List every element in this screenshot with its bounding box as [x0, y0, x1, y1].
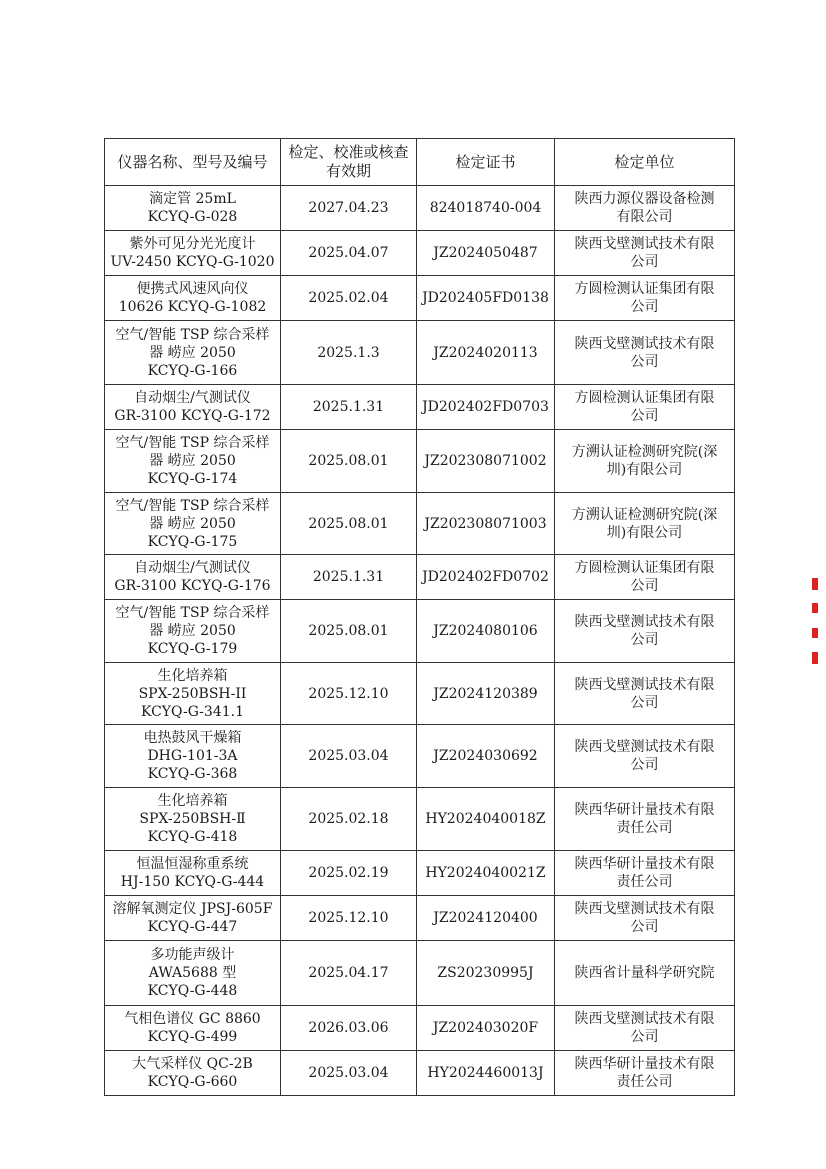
unit-line: 公司 [630, 578, 659, 594]
validity-cell: 2025.12.10 [281, 663, 417, 725]
table-row [105, 186, 735, 231]
unit-line: 公司 [630, 299, 659, 315]
table-row [105, 321, 735, 385]
instrument-cell [105, 725, 281, 788]
instrument-line: 溶解氧测定仪 JPSJ-605F [112, 901, 273, 917]
table-row [105, 555, 735, 600]
unit-line: 陕西华研计量技术有限 [574, 1056, 715, 1072]
validity-cell: 2026.03.06 [281, 1006, 417, 1051]
unit-line: 圳)有限公司 [606, 462, 683, 478]
instrument-line: KCYQ-G-175 [147, 533, 238, 550]
table-row [105, 430, 735, 493]
table-row [105, 493, 735, 555]
certificate-cell: HY2024040018Z [417, 788, 555, 851]
instrument-line: GR-3100 KCYQ-G-176 [114, 578, 271, 594]
validity-cell: 2025.1.3 [281, 321, 417, 385]
validity-cell: 2025.1.31 [281, 555, 417, 600]
instrument-line: 空气/智能 TSP 综合采样 [115, 605, 270, 621]
instrument-line: 10626 KCYQ-G-1082 [118, 299, 267, 315]
calibration-table [104, 138, 735, 1096]
unit-line: 公司 [630, 632, 659, 648]
unit-line: 公司 [630, 1029, 659, 1045]
instrument-line: KCYQ-G-028 [147, 209, 238, 225]
certificate-cell: JZ202308071002 [417, 430, 555, 493]
instrument-cell [105, 430, 281, 493]
instrument-line: 器 崂应 2050 [149, 453, 236, 469]
instrument-line: KCYQ-G-447 [147, 919, 238, 935]
validity-cell: 2025.02.04 [281, 276, 417, 321]
unit-line: 公司 [630, 408, 659, 424]
unit-line: 责任公司 [616, 1074, 673, 1090]
instrument-line: KCYQ-G-499 [147, 1029, 238, 1045]
instrument-line: 紫外可见分光光度计 [129, 236, 256, 252]
validity-cell: 2025.08.01 [281, 493, 417, 555]
instrument-cell [105, 663, 281, 725]
unit-line: 陕西戈壁测试技术有限 [574, 614, 715, 630]
unit-cell [555, 555, 735, 600]
unit-line: 圳)有限公司 [606, 524, 683, 541]
table-header-row [105, 139, 735, 186]
instrument-cell [105, 321, 281, 385]
table-row [105, 851, 735, 896]
unit-cell [555, 725, 735, 788]
edge-stamp-mark [812, 628, 818, 638]
instrument-line: DHG-101-3A [147, 748, 238, 764]
certificate-cell: HY2024460013J [417, 1051, 555, 1096]
certificate-cell: JZ2024030692 [417, 725, 555, 788]
table-row [105, 385, 735, 430]
unit-line: 公司 [630, 694, 659, 711]
unit-line: 陕西戈壁测试技术有限 [574, 335, 715, 352]
unit-line: 有限公司 [616, 209, 673, 225]
instrument-cell [105, 385, 281, 430]
certificate-cell: JD202402FD0702 [417, 555, 555, 600]
unit-line: 陕西华研计量技术有限 [574, 856, 715, 872]
unit-line: 方圆检测认证集团有限 [574, 281, 715, 297]
validity-cell: 2025.1.31 [281, 385, 417, 430]
unit-cell [555, 851, 735, 896]
unit-line: 陕西戈壁测试技术有限 [574, 1011, 715, 1027]
instrument-line: 自动烟尘/气测试仪 [134, 390, 251, 406]
instrument-cell [105, 231, 281, 276]
instrument-line: KCYQ-G-418 [147, 829, 238, 845]
table-row [105, 941, 735, 1006]
edge-stamp-mark [812, 603, 818, 613]
instrument-cell [105, 896, 281, 941]
instrument-cell [105, 600, 281, 663]
instrument-line: 空气/智能 TSP 综合采样 [115, 497, 270, 514]
validity-cell: 2027.04.23 [281, 186, 417, 231]
table-body [105, 186, 735, 1096]
instrument-line: 生化培养箱 [157, 793, 228, 809]
table-row [105, 663, 735, 725]
instrument-line: KCYQ-G-179 [147, 641, 238, 657]
unit-cell [555, 385, 735, 430]
instrument-line: 空气/智能 TSP 综合采样 [115, 435, 270, 451]
certificate-cell: JZ2024080106 [417, 600, 555, 663]
certificate-cell: JZ2024120400 [417, 896, 555, 941]
instrument-cell [105, 1051, 281, 1096]
unit-line: 陕西省计量科学研究院 [574, 965, 715, 981]
instrument-line: 器 崂应 2050 [149, 344, 236, 361]
unit-line: 公司 [630, 254, 659, 270]
unit-line: 公司 [630, 919, 659, 935]
instrument-cell [105, 851, 281, 896]
unit-cell [555, 1006, 735, 1051]
edge-stamp-mark [812, 652, 818, 664]
instrument-line: GR-3100 KCYQ-G-172 [114, 408, 271, 424]
instrument-line: 滴定管 25mL [149, 191, 236, 207]
header-validity-line1: 检定、校准或核查 [288, 143, 409, 161]
unit-line: 陕西华研计量技术有限 [574, 802, 715, 818]
instrument-line: 大气采样仪 QC-2B [132, 1056, 253, 1072]
validity-cell: 2025.02.19 [281, 851, 417, 896]
unit-line: 方圆检测认证集团有限 [574, 560, 715, 576]
unit-line: 陕西戈壁测试技术有限 [574, 676, 715, 693]
validity-cell: 2025.03.04 [281, 1051, 417, 1096]
certificate-cell: JZ2024050487 [417, 231, 555, 276]
certificate-cell: JZ2024120389 [417, 663, 555, 725]
table-row [105, 600, 735, 663]
instrument-cell [105, 186, 281, 231]
certificate-cell: JD202405FD0138 [417, 276, 555, 321]
header-certificate: 检定证书 [417, 139, 555, 186]
instrument-cell [105, 276, 281, 321]
instrument-line: KCYQ-G-174 [147, 471, 238, 487]
instrument-line: 空气/智能 TSP 综合采样 [115, 326, 270, 343]
unit-cell [555, 941, 735, 1006]
unit-line: 陕西戈壁测试技术有限 [574, 739, 715, 755]
instrument-line: KCYQ-G-341.1 [140, 703, 244, 720]
unit-cell [555, 430, 735, 493]
table-row [105, 231, 735, 276]
instrument-line: SPX-250BSH-Ⅱ [139, 811, 246, 827]
instrument-cell [105, 941, 281, 1006]
unit-cell [555, 1051, 735, 1096]
unit-cell [555, 896, 735, 941]
unit-line: 责任公司 [616, 874, 673, 890]
instrument-line: UV-2450 KCYQ-G-1020 [110, 254, 275, 270]
unit-line: 陕西力源仪器设备检测 [574, 191, 715, 207]
header-validity-line2: 有效期 [325, 162, 371, 180]
instrument-line: 电热鼓风干燥箱 [143, 730, 242, 746]
table-row [105, 725, 735, 788]
unit-cell [555, 600, 735, 663]
unit-cell [555, 186, 735, 231]
header-unit: 检定单位 [555, 139, 735, 186]
instrument-line: 多功能声级计 [150, 947, 235, 963]
instrument-line: AWA5688 型 [148, 965, 237, 981]
unit-cell [555, 493, 735, 555]
unit-cell [555, 788, 735, 851]
unit-cell [555, 663, 735, 725]
certificate-cell: JZ2024020113 [417, 321, 555, 385]
unit-line: 方溯认证检测研究院(深 [571, 444, 718, 460]
instrument-line: 自动烟尘/气测试仪 [134, 560, 251, 576]
header-validity [281, 139, 417, 186]
validity-cell: 2025.12.10 [281, 896, 417, 941]
validity-cell: 2025.08.01 [281, 430, 417, 493]
instrument-line: 器 崂应 2050 [149, 515, 236, 532]
unit-line: 方圆检测认证集团有限 [574, 390, 715, 406]
validity-cell: 2025.04.07 [281, 231, 417, 276]
validity-cell: 2025.02.18 [281, 788, 417, 851]
certificate-cell: 824018740-004 [417, 186, 555, 231]
table-row [105, 1051, 735, 1096]
instrument-line: 便携式风速风向仪 [136, 281, 249, 297]
table-row [105, 1006, 735, 1051]
certificate-cell: JZ202403020F [417, 1006, 555, 1051]
instrument-line: KCYQ-G-660 [147, 1074, 238, 1090]
validity-cell: 2025.08.01 [281, 600, 417, 663]
validity-cell: 2025.04.17 [281, 941, 417, 1006]
instrument-line: 生化培养箱 [157, 667, 228, 684]
unit-line: 公司 [630, 353, 659, 370]
instrument-line: KCYQ-G-166 [147, 362, 238, 379]
edge-stamp-mark [812, 578, 818, 590]
unit-cell [555, 276, 735, 321]
certificate-cell: ZS20230995J [417, 941, 555, 1006]
certificate-cell: JD202402FD0703 [417, 385, 555, 430]
validity-cell: 2025.03.04 [281, 725, 417, 788]
unit-line: 陕西戈壁测试技术有限 [574, 236, 715, 252]
table-row [105, 788, 735, 851]
instrument-line: KCYQ-G-368 [147, 766, 238, 782]
unit-line: 公司 [630, 757, 659, 773]
certificate-cell: HY2024040021Z [417, 851, 555, 896]
header-instrument: 仪器名称、型号及编号 [105, 139, 281, 186]
instrument-cell [105, 493, 281, 555]
instrument-line: 恒温恒湿称重系统 [136, 856, 249, 872]
unit-cell [555, 231, 735, 276]
unit-line: 方溯认证检测研究院(深 [571, 506, 718, 523]
instrument-cell [105, 788, 281, 851]
unit-cell [555, 321, 735, 385]
instrument-cell [105, 1006, 281, 1051]
unit-line: 责任公司 [616, 820, 673, 836]
table-row [105, 896, 735, 941]
table-row [105, 276, 735, 321]
certificate-cell: JZ202308071003 [417, 493, 555, 555]
instrument-cell [105, 555, 281, 600]
instrument-line: HJ-150 KCYQ-G-444 [120, 874, 265, 890]
instrument-line: 气相色谱仪 GC 8860 [124, 1011, 261, 1027]
instrument-line: 器 崂应 2050 [149, 623, 236, 639]
instrument-line: KCYQ-G-448 [147, 983, 238, 999]
instrument-line: SPX-250BSH-II [138, 685, 247, 702]
unit-line: 陕西戈壁测试技术有限 [574, 901, 715, 917]
